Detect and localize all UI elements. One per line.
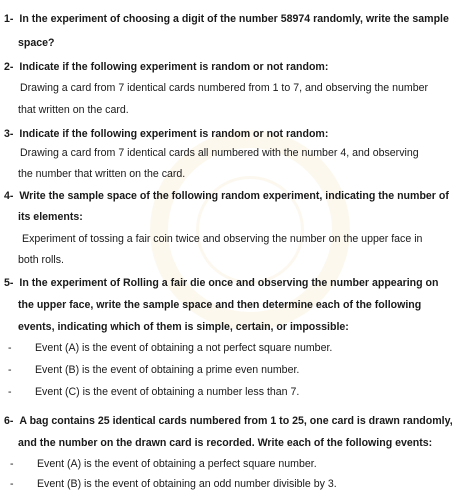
q5-heading-2: the upper face, write the sample space and then determine each of the following xyxy=(18,299,422,311)
q4-body-1: Experiment of tossing a fair coin twice and observing the number on the upper face in xyxy=(22,233,423,245)
q4-heading-1 xyxy=(4,189,449,203)
q1-number: 1- xyxy=(4,13,14,25)
q6-event-b xyxy=(10,477,337,491)
q2-heading xyxy=(4,60,328,74)
q3-body-1: Drawing a card from 7 identical cards all numbered with the number 4, and observing xyxy=(20,147,419,159)
q6-heading-1 xyxy=(4,414,453,428)
q6-heading-2: and the number on the drawn card is recorded. Write each of the following events: xyxy=(18,437,433,449)
q5-event-c-text: Event (C) is the event of obtaining a number less than 7. xyxy=(34,386,300,398)
bullet-dash: - xyxy=(8,364,12,376)
q5-number: 5- xyxy=(4,277,14,289)
q2-heading-text: Indicate if the following experiment is random or not random: xyxy=(19,61,329,73)
q5-event-b xyxy=(8,363,299,377)
bullet-dash: - xyxy=(10,458,14,470)
q3-heading xyxy=(4,127,328,141)
q6-event-a-text: Event (A) is the event of obtaining a perfect square number. xyxy=(36,458,317,470)
q6-number: 6- xyxy=(4,415,14,427)
q2-body-2: that written on the card. xyxy=(18,104,129,116)
q1-text-1: In the experiment of choosing a digit of the number 58974 randomly, write the sample xyxy=(19,13,449,25)
q5-event-b-text: Event (B) is the event of obtaining a prime even number. xyxy=(34,364,300,376)
q6-heading-text-1: A bag contains 25 identical cards numbered from 1 to 25, one card is drawn randomly, xyxy=(19,415,453,427)
q6-event-b-text: Event (B) is the event of obtaining an odd number divisible by 3. xyxy=(36,478,337,490)
bullet-dash: - xyxy=(8,342,12,354)
q5-event-a-text: Event (A) is the event of obtaining a not perfect square number. xyxy=(34,342,333,354)
q5-heading-text-1: In the experiment of Rolling a fair die once and observing the number appearing on xyxy=(19,277,439,289)
q2-body-1: Drawing a card from 7 identical cards numbered from 1 to 7, and observing the number xyxy=(20,82,429,94)
bullet-dash: - xyxy=(10,478,14,490)
q3-body-2: the number that written on the card. xyxy=(18,168,186,180)
q5-heading-1 xyxy=(4,276,438,290)
q3-heading-text: Indicate if the following experiment is random or not random: xyxy=(19,128,329,140)
q6-event-a xyxy=(10,457,317,471)
q5-event-a xyxy=(8,341,332,355)
q1-line2: space? xyxy=(18,37,55,49)
q5-event-c xyxy=(8,385,299,399)
bullet-dash: - xyxy=(8,386,12,398)
q2-number: 2- xyxy=(4,61,14,73)
q3-number: 3- xyxy=(4,128,14,140)
q5-heading-3: events, indicating which of them is simple, certain, or impossible: xyxy=(18,321,349,333)
q4-heading-2: its elements: xyxy=(18,211,83,223)
q4-body-2: both rolls. xyxy=(18,254,64,266)
q4-number: 4- xyxy=(4,190,14,202)
q1-line1 xyxy=(4,12,449,26)
q4-heading-text-1: Write the sample space of the following random experiment, indicating the number of xyxy=(19,190,449,202)
